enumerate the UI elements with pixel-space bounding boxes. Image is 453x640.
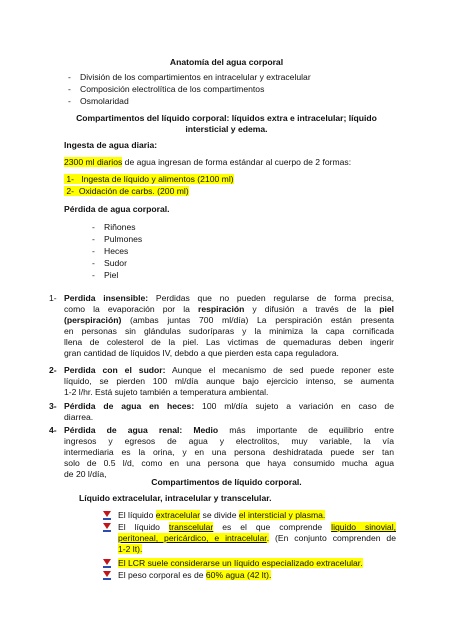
compartments-bullet-line: peritoneal, pericárdico, e intracelular. (En conjunto comprenden de xyxy=(118,533,396,543)
red-blue-arrow-bullet-icon xyxy=(102,559,112,568)
compartments-heading: Compartimentos de líquido corporal. xyxy=(151,477,302,487)
loss-item-number: 4- xyxy=(49,425,57,435)
loss-item-line: gran cantidad de líquidos IV, debdo a que pierden esta capa reguladora. xyxy=(64,348,339,358)
organ-item: - Heces xyxy=(92,246,129,256)
loss-item-line: Pérdida de agua en heces: 100 ml/día sujeto a variación en caso de xyxy=(64,401,394,411)
loss-numbered-item xyxy=(49,365,394,398)
loss-item-number: 3- xyxy=(49,401,57,411)
loss-item-line: intermediaria es la orina, y en una persona deshidratada puede ser tan xyxy=(64,447,394,457)
loss-item-line: (perspiración) (ambas juntas 700 ml/día) La perspiración están presenta xyxy=(64,315,394,325)
intro-item: - Osmolaridad xyxy=(68,96,129,106)
organ-item: - Riñones xyxy=(92,222,136,232)
intake-heading: Ingesta de agua diaria: xyxy=(64,140,158,150)
compartments-bullet-line: El LCR suele considerarse un líquido especializado extracelular. xyxy=(118,558,363,568)
loss-item-line: solo de 0.5 l/d, como en una persona que haya consumido mucha agua xyxy=(64,458,394,468)
loss-item-line: Perdida con el sudor: Aunque el mecanismo de sed puede reponer este xyxy=(64,365,394,375)
organ-item: - Pulmones xyxy=(92,234,143,244)
intake-lead: 2300 ml diarios de agua ingresan de forma estándar al cuerpo de 2 formas: xyxy=(64,157,352,167)
loss-item-line: líquido, se pierden 100 ml/día aunque bajo ejercicio intenso, se aumenta xyxy=(64,376,394,386)
compartments-subheading: Líquido extracelular, intracelular y transcelular. xyxy=(79,493,272,503)
red-blue-arrow-bullet-icon xyxy=(102,523,112,532)
loss-numbered-item xyxy=(49,425,394,480)
document-title: Anatomía del agua corporal xyxy=(169,57,284,67)
loss-item-line: 1-2 l/hr. Está sujeto también a temperatura ambiental. xyxy=(64,387,269,397)
compartments-bullet-line: El peso corporal es de 60% agua (42 lt). xyxy=(118,570,272,580)
compartments-bullet xyxy=(118,522,396,555)
red-blue-arrow-bullet-icon xyxy=(102,511,112,520)
intake-item: 2- Oxidación de carbs. (200 ml) xyxy=(64,186,189,197)
compartments-bullet-line: El líquido transcelular es el que comprende liquido sinovial, xyxy=(118,522,396,532)
loss-item-line: diarrea. xyxy=(64,412,94,422)
organ-item: - Piel xyxy=(92,270,119,280)
intake-item: 1- Ingesta de líquido y alimentos (2100 ml) xyxy=(64,174,234,185)
loss-numbered-item xyxy=(49,293,395,359)
intro-item: - División de los compartimientos en intracelular y extracelular xyxy=(68,72,311,82)
organ-item: - Sudor xyxy=(92,258,127,268)
section-heading: Compartimentos del líquido corporal: líquidos extra e intracelular; líquido intersticial y edema. xyxy=(76,113,377,134)
loss-heading: Pérdida de agua corporal. xyxy=(64,204,170,214)
loss-item-line: en personas sin glándulas sudoríparas y la minimiza la capa cornificada xyxy=(64,326,394,336)
compartments-bullet xyxy=(118,570,396,581)
loss-item-line: llena de colesterol de la piel. Las victimas de quemaduras deben ingerir xyxy=(64,337,394,347)
loss-item-line: como la evaporación por la respiración y difusión a través de la piel xyxy=(64,304,395,314)
loss-numbered-item xyxy=(49,401,394,423)
compartments-bullet xyxy=(118,558,396,569)
loss-item-line: Perdida insensible: Perdidas que no pueden regularse de forma precisa, xyxy=(64,293,394,303)
red-blue-arrow-bullet-icon xyxy=(102,571,112,580)
loss-item-number: 1- xyxy=(49,293,57,303)
compartments-bullet-line: 1-2 lt). xyxy=(118,544,143,554)
loss-item-line: ingresos y egresos de agua y electrolitos, muy variable, la vía xyxy=(64,436,394,446)
loss-item-number: 2- xyxy=(49,365,57,375)
loss-item-line: de 20 l/día, xyxy=(64,469,107,479)
loss-item-line: Pérdida de agua renal: Medio más importante de equilibrio entre xyxy=(64,425,394,435)
compartments-bullet-line: El líquido extracelular se divide el intersticial y plasma. xyxy=(118,510,326,520)
intro-item: - Composición electrolítica de los compartimentos xyxy=(68,84,265,94)
compartments-bullet xyxy=(118,510,396,521)
